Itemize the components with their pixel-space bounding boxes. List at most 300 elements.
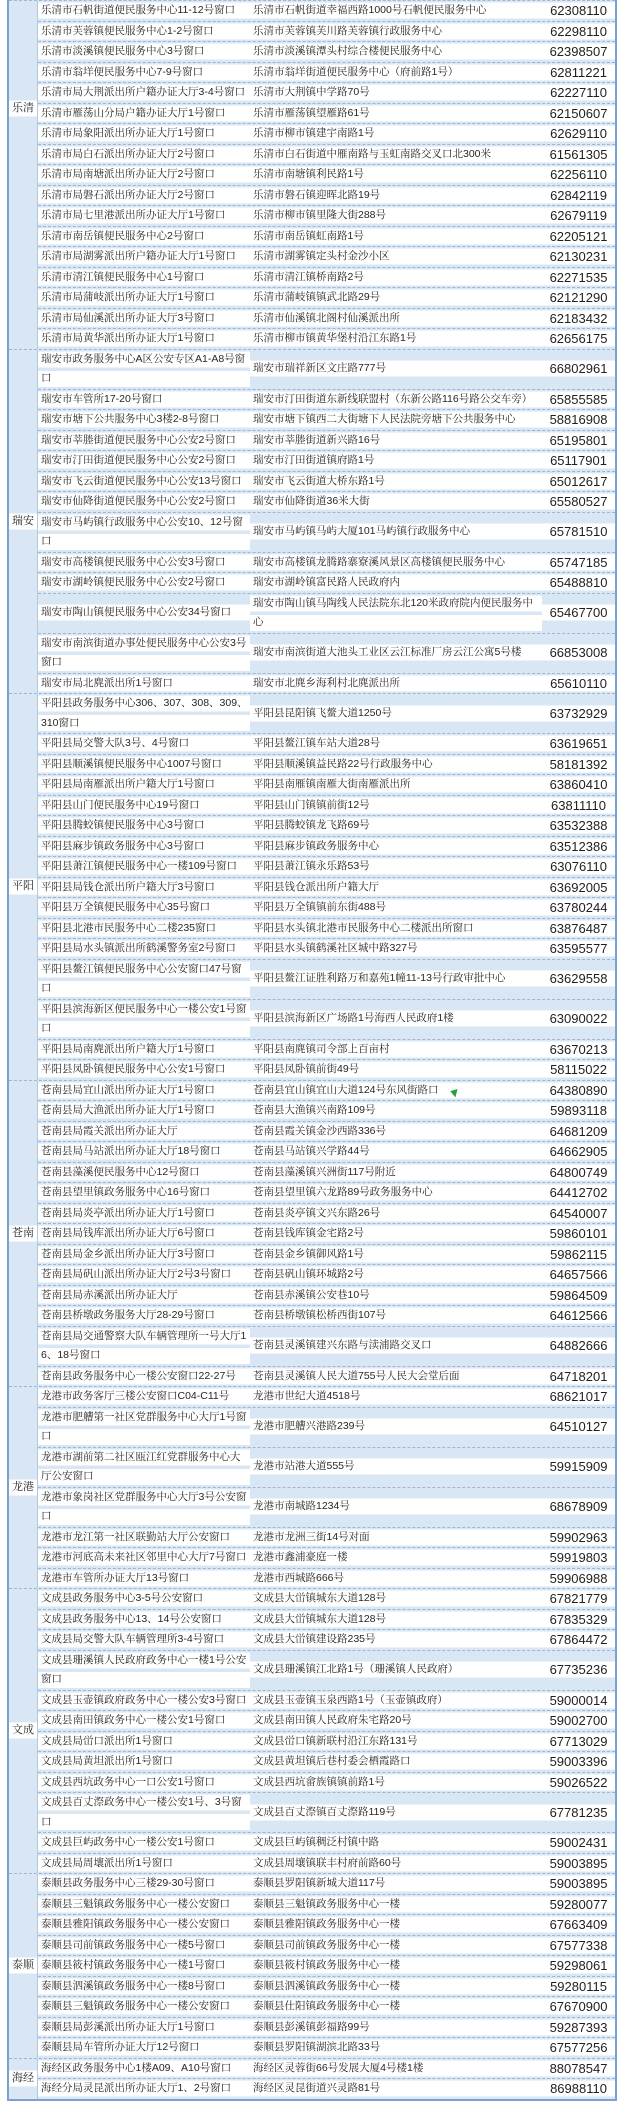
- window-text: 苍南县局大渔派出所办证大厅1号窗口: [38, 1101, 250, 1121]
- window-cell: [38, 1204, 250, 1224]
- phone-cell: [542, 674, 615, 694]
- window-cell: [38, 2018, 250, 2038]
- window-text: 泰顺县三魁镇政务服务中心一楼公安窗口: [38, 1997, 250, 2017]
- address-text: 文成县西坑畲族镇镇前路1号: [250, 1773, 542, 1793]
- phone-text: 65467700: [542, 603, 615, 623]
- window-text: 乐清市局黄华派出所办证大厅1号窗口: [38, 329, 250, 349]
- address-cell: [250, 63, 542, 83]
- address-text: 文成县大峃镇城东大道128号: [250, 1610, 542, 1630]
- phone-cell: [542, 694, 615, 733]
- window-cell: [38, 472, 250, 492]
- table-row: [38, 1547, 615, 1568]
- window-cell: [38, 1265, 250, 1285]
- window-text: 平阳县顺溪镇便民服务中心1007号窗口: [38, 755, 250, 775]
- window-cell: [38, 1306, 250, 1326]
- table-row: [38, 1935, 615, 1956]
- phone-text: 63512386: [542, 837, 615, 857]
- window-text: 文成县局黄坦派出所1号窗口: [38, 1752, 250, 1772]
- window-cell: [38, 309, 250, 329]
- window-cell: [38, 390, 250, 410]
- address-text: 瑞安市马屿镇马屿大厦101马屿镇行政服务中心: [250, 522, 542, 542]
- window-text: 乐清市淡溪镇便民服务中心3号窗口: [38, 42, 250, 62]
- table-row: [38, 1996, 615, 2017]
- window-text: 乐清市局南塘派出所办证大厅2号窗口: [38, 165, 250, 185]
- phone-cell: [542, 1548, 615, 1568]
- region-cell: [9, 2059, 38, 2099]
- phone-cell: [542, 1327, 615, 1366]
- phone-text: 65781510: [542, 522, 615, 542]
- table-row: [38, 1568, 615, 1589]
- address-cell: [250, 83, 542, 103]
- window-cell: [38, 410, 250, 430]
- phone-cell: [542, 1367, 615, 1387]
- window-cell: [38, 1548, 250, 1568]
- window-text: 苍南县局马站派出所办证大厅18号窗口: [38, 1142, 250, 1162]
- window-text: 乐清市局湖雾派出所户籍办证大厅1号窗口: [38, 247, 250, 267]
- table-row: [38, 185, 615, 206]
- phone-text: 59280115: [542, 1977, 615, 1997]
- address-cell: [250, 309, 542, 329]
- window-cell: [38, 694, 250, 733]
- phone-text: 62256110: [542, 165, 615, 185]
- phone-cell: [542, 1773, 615, 1793]
- table-row: [38, 350, 615, 389]
- phone-cell: [542, 634, 615, 673]
- region-cell: [9, 694, 38, 1080]
- table-row: [38, 1690, 615, 1711]
- phone-text: 59026522: [542, 1773, 615, 1793]
- phone-text: 68678909: [542, 1497, 615, 1517]
- window-cell: [38, 878, 250, 898]
- address-cell: [250, 513, 542, 552]
- phone-text: 67577338: [542, 1936, 615, 1956]
- window-text: 龙港市象岗社区党群服务中心大厅3号公安窗口: [38, 1488, 250, 1527]
- window-cell: [38, 104, 250, 124]
- address-cell: [250, 451, 542, 471]
- address-text: 泰顺县筱村镇政务服务中心一楼: [250, 1956, 542, 1976]
- address-cell: [250, 1204, 542, 1224]
- address-text: 苍南县大渔镇兴南路109号: [250, 1101, 542, 1121]
- address-cell: [250, 390, 542, 410]
- region-group: [9, 1386, 615, 1588]
- phone-text: 65488810: [542, 573, 615, 593]
- window-text: 海经分局灵昆派出所办证大厅1、2号窗口: [38, 2079, 250, 2099]
- region-label: 瑞安: [9, 512, 37, 532]
- table-row: [38, 226, 615, 247]
- phone-cell: [542, 1122, 615, 1142]
- window-text: 文成县政务服务中心13、14号公安窗口: [38, 1610, 250, 1630]
- address-cell: [250, 1630, 542, 1650]
- address-text: 平阳县万全镇镇前东街488号: [250, 898, 542, 918]
- phone-text: 62398507: [542, 42, 615, 62]
- window-text: 瑞安市高楼镇便民服务中心公安3号窗口: [38, 553, 250, 573]
- phone-cell: [542, 1915, 615, 1935]
- address-text: 平阳县水头镇鹤溪社区城中路327号: [250, 939, 542, 959]
- region-cell: [9, 1387, 38, 1588]
- region-group: [9, 1588, 615, 1873]
- window-text: 龙港市肥艚第一社区党群服务中心大厅1号窗口: [38, 1408, 250, 1447]
- phone-text: 65855585: [542, 390, 615, 410]
- phone-cell: [542, 22, 615, 42]
- window-cell: [38, 1000, 250, 1039]
- phone-cell: [542, 816, 615, 836]
- window-text: 瑞安市塘下公共服务中心3楼2-8号窗口: [38, 410, 250, 430]
- address-cell: [250, 1101, 542, 1121]
- address-text: 海经区灵蓉街66号发展大厦4号楼1楼: [250, 2059, 542, 2079]
- phone-text: 64412702: [542, 1183, 615, 1203]
- phone-text: 63670213: [542, 1040, 615, 1060]
- window-cell: [38, 186, 250, 206]
- window-text: 乐清市局象阳派出所办证大厅1号窗口: [38, 124, 250, 144]
- address-text: 苍南县藻溪镇兴洲街117号附近: [250, 1163, 542, 1183]
- address-text: 乐清市翁垟街道便民服务中心（府前路1号）: [250, 63, 542, 83]
- window-text: 苍南县局交通警察大队车辆管理所一号大厅16、18号窗口: [38, 1327, 250, 1366]
- window-cell: [38, 513, 250, 552]
- window-cell: [38, 898, 250, 918]
- phone-cell: [542, 837, 615, 857]
- phone-text: 63629558: [542, 969, 615, 989]
- phone-text: 63076110: [542, 857, 615, 877]
- window-text: 平阳县滨海新区便民服务中心一楼公安1号窗口: [38, 1000, 250, 1039]
- phone-text: 63619651: [542, 734, 615, 754]
- window-text: 文成县西坑政务中心一口公安1号窗口: [38, 1773, 250, 1793]
- window-cell: [38, 1122, 250, 1142]
- window-cell: [38, 1245, 250, 1265]
- table-row: [38, 144, 615, 165]
- table-row: [38, 389, 615, 410]
- phone-text: 64681209: [542, 1122, 615, 1142]
- phone-text: 62842119: [542, 186, 615, 206]
- phone-cell: [542, 1589, 615, 1609]
- window-cell: [38, 1040, 250, 1060]
- table-row: [38, 512, 615, 552]
- address-text: 泰顺县罗阳镇新城大道117号: [250, 1874, 542, 1894]
- window-cell: [38, 796, 250, 816]
- phone-cell: [542, 186, 615, 206]
- table-row: [38, 1121, 615, 1142]
- address-cell: [250, 1854, 542, 1874]
- phone-text: 62183432: [542, 309, 615, 329]
- window-cell: [38, 775, 250, 795]
- address-text: 乐清市白石街道中雁南路与玉虹南路交叉口北300米: [250, 145, 542, 165]
- address-cell: [250, 837, 542, 857]
- window-text: 苍南县局赤溪派出所办证大厅: [38, 1286, 250, 1306]
- window-text: 平阳县腾蛟镇便民服务中心3号窗口: [38, 816, 250, 836]
- window-cell: [38, 1528, 250, 1548]
- table-row: [38, 1326, 615, 1366]
- window-cell: [38, 1651, 250, 1690]
- phone-cell: [542, 2038, 615, 2058]
- phone-text: 62679119: [542, 206, 615, 226]
- phone-cell: [542, 755, 615, 775]
- window-text: 苍南县局宜山派出所办证大厅1号窗口: [38, 1081, 250, 1101]
- window-text: 泰顺县局车管所办证大厅12号窗口: [38, 2038, 250, 2058]
- phone-text: 86988110: [542, 2079, 615, 2099]
- phone-cell: [542, 1854, 615, 1874]
- address-cell: [250, 634, 542, 673]
- phone-cell: [542, 1000, 615, 1039]
- address-text: 文成县珊溪镇江北路1号（珊溪镇人民政府）: [250, 1660, 542, 1680]
- phone-text: 63860410: [542, 775, 615, 795]
- address-cell: [250, 206, 542, 226]
- window-cell: [38, 451, 250, 471]
- window-text: 瑞安市湖岭镇便民服务中心公安2号窗口: [38, 573, 250, 593]
- address-text: 苍南县金乡镇御风路1号: [250, 1245, 542, 1265]
- phone-cell: [542, 1408, 615, 1447]
- window-cell: [38, 1448, 250, 1487]
- window-cell: [38, 1997, 250, 2017]
- phone-cell: [542, 83, 615, 103]
- window-text: 泰顺县政务服务中心三楼29-30号窗口: [38, 1874, 250, 1894]
- window-text: 平阳县局南麂派出所户籍大厅1号窗口: [38, 1040, 250, 1060]
- address-text: 平阳县麻步镇政务服务中心: [250, 837, 542, 857]
- window-cell: [38, 1793, 250, 1832]
- table-row: [38, 82, 615, 103]
- address-cell: [250, 2059, 542, 2079]
- phone-text: 62121290: [542, 288, 615, 308]
- window-cell: [38, 1630, 250, 1650]
- address-cell: [250, 1122, 542, 1142]
- window-text: 文成县局峃口派出所1号窗口: [38, 1732, 250, 1752]
- window-cell: [38, 1101, 250, 1121]
- window-cell: [38, 1691, 250, 1711]
- phone-cell: [542, 1448, 615, 1487]
- phone-text: 65195801: [542, 431, 615, 451]
- address-text: 泰顺县罗阳镇湖滨北路33号: [250, 2038, 542, 2058]
- window-cell: [38, 1752, 250, 1772]
- address-text: 苍南县矾山镇环城路2号: [250, 1265, 542, 1285]
- address-cell: [250, 1569, 542, 1589]
- address-cell: [250, 1732, 542, 1752]
- window-text: 乐清市芙蓉镇便民服务中心1-2号窗口: [38, 22, 250, 42]
- phone-cell: [542, 104, 615, 124]
- window-text: 龙港市龙江第一社区联勤站大厅公安窗口: [38, 1528, 250, 1548]
- table-row: [38, 409, 615, 430]
- window-text: 乐清市局大荆派出所户籍办证大厅3-4号窗口: [38, 83, 250, 103]
- window-text: 瑞安市局北麂派出所1号窗口: [38, 674, 250, 694]
- phone-text: 67821779: [542, 1589, 615, 1609]
- address-text: 平阳县钱仓派出所户籍大厅: [250, 878, 542, 898]
- window-text: 泰顺县泗溪镇政务服务中心一楼8号窗口: [38, 1977, 250, 1997]
- phone-text: 67663409: [542, 1915, 615, 1935]
- address-cell: [250, 1040, 542, 1060]
- phone-cell: [542, 1793, 615, 1832]
- phone-text: 64510127: [542, 1417, 615, 1437]
- address-cell: [250, 553, 542, 573]
- region-group: [9, 1080, 615, 1387]
- window-cell: [38, 1183, 250, 1203]
- phone-text: 59000014: [542, 1691, 615, 1711]
- phone-text: 63811110: [542, 796, 615, 816]
- window-cell: [38, 594, 250, 633]
- phone-text: 59002431: [542, 1833, 615, 1853]
- table-row: [38, 308, 615, 329]
- address-cell: [250, 492, 542, 512]
- window-text: 平阳县凤卧镇便民服务中心公安1号窗口: [38, 1060, 250, 1080]
- address-cell: [250, 1327, 542, 1366]
- region-label: 平阳: [9, 877, 37, 897]
- window-cell: [38, 573, 250, 593]
- window-cell: [38, 2038, 250, 2058]
- phone-cell: [542, 2018, 615, 2038]
- phone-text: 61561305: [542, 145, 615, 165]
- address-text: 文成县巨屿镇稠泛村镇中路: [250, 1833, 542, 1853]
- address-text: 瑞安市南滨街道大池头工业区云江标准厂房云江公寓5号楼: [250, 643, 542, 663]
- address-text: 泰顺县彭溪镇彭福路99号: [250, 2018, 542, 2038]
- window-text: 平阳县政务服务中心306、307、308、309、310窗口: [38, 694, 250, 733]
- address-cell: [250, 1245, 542, 1265]
- window-cell: [38, 124, 250, 144]
- phone-text: 58816908: [542, 410, 615, 430]
- address-cell: [250, 1265, 542, 1285]
- address-text: 龙港市肥艚兴港路239号: [250, 1417, 542, 1437]
- table-row: [38, 1407, 615, 1447]
- window-text: 苍南县藻溪便民服务中心12号窗口: [38, 1163, 250, 1183]
- address-cell: [250, 1610, 542, 1630]
- table-row: [38, 491, 615, 512]
- window-cell: [38, 22, 250, 42]
- address-cell: [250, 1060, 542, 1080]
- window-cell: [38, 492, 250, 512]
- table-row: [38, 246, 615, 267]
- window-cell: [38, 2059, 250, 2079]
- phone-text: 88078547: [542, 2059, 615, 2079]
- window-text: 文成县珊溪镇人民政府政务中心一楼1号公安窗口: [38, 1651, 250, 1690]
- phone-text: 59893118: [542, 1101, 615, 1121]
- address-cell: [250, 1833, 542, 1853]
- window-cell: [38, 1833, 250, 1853]
- phone-text: 59287393: [542, 2018, 615, 2038]
- phone-text: 59915909: [542, 1457, 615, 1477]
- phone-text: 63090022: [542, 1009, 615, 1029]
- phone-cell: [542, 1488, 615, 1527]
- phone-cell: [542, 553, 615, 573]
- window-cell: [38, 63, 250, 83]
- region-label: 乐清: [9, 99, 37, 119]
- phone-text: 65747185: [542, 553, 615, 573]
- phone-text: 59003895: [542, 1854, 615, 1874]
- window-cell: [38, 553, 250, 573]
- address-text: 文成县南田镇人民政府朱宅路20号: [250, 1711, 542, 1731]
- address-text: 苍南县望里镇六龙路89号政务服务中心: [250, 1183, 542, 1203]
- phone-cell: [542, 573, 615, 593]
- table-row: [38, 552, 615, 573]
- table-row: [38, 999, 615, 1039]
- address-text: 瑞安市塘下镇西二大街塘下人民法院旁塘下公共服务中心: [250, 410, 542, 430]
- table-row: [38, 673, 615, 694]
- window-text: 苍南县局矾山派出所办证大厅2号3号窗口: [38, 1265, 250, 1285]
- address-cell: [250, 2079, 542, 2099]
- window-cell: [38, 1874, 250, 1894]
- phone-cell: [542, 1895, 615, 1915]
- window-cell: [38, 1915, 250, 1935]
- address-cell: [250, 857, 542, 877]
- address-cell: [250, 1286, 542, 1306]
- window-text: 乐清市南岳镇便民服务中心2号窗口: [38, 227, 250, 247]
- window-cell: [38, 247, 250, 267]
- phone-text: 59003396: [542, 1752, 615, 1772]
- phone-cell: [542, 1651, 615, 1690]
- phone-cell: [542, 1142, 615, 1162]
- phone-cell: [542, 1691, 615, 1711]
- table-row: [38, 1976, 615, 1997]
- address-cell: [250, 594, 542, 633]
- region-cell: [9, 1, 38, 349]
- address-text: 苍南县马站镇兴学路44号: [250, 1142, 542, 1162]
- address-cell: [250, 104, 542, 124]
- table-row: [38, 633, 615, 673]
- table-row: [38, 1305, 615, 1326]
- table-row: [38, 1650, 615, 1690]
- table-row: [38, 1731, 615, 1752]
- phone-text: 62308110: [542, 1, 615, 21]
- phone-text: 68621017: [542, 1387, 615, 1407]
- address-text: 乐清市柳市镇里隆大街288号: [250, 206, 542, 226]
- phone-cell: [542, 492, 615, 512]
- address-text: 苍南县钱库镇金宅路2号: [250, 1224, 542, 1244]
- window-cell: [38, 939, 250, 959]
- address-cell: [250, 431, 542, 451]
- table-row: [38, 287, 615, 308]
- region-cell: [9, 350, 38, 694]
- address-text: 泰顺县雅阳镇政务服务中心一楼: [250, 1915, 542, 1935]
- address-text: 乐清市清江镇桥南路2号: [250, 268, 542, 288]
- window-cell: [38, 83, 250, 103]
- phone-cell: [542, 734, 615, 754]
- phone-cell: [542, 472, 615, 492]
- window-text: 平阳县鳌江镇便民服务中心公安窗口47号窗口: [38, 960, 250, 999]
- address-text: 瑞安市汀田街道镇府路1号: [250, 451, 542, 471]
- window-text: 苍南县局金乡派出所办证大厅3号窗口: [38, 1245, 250, 1265]
- phone-text: 59862115: [542, 1245, 615, 1265]
- address-text: 泰顺县三魁镇政务服务中心一楼: [250, 1895, 542, 1915]
- table-row: [38, 2037, 615, 2058]
- table-row: [38, 2059, 615, 2079]
- table-row: [38, 1589, 615, 1609]
- phone-cell: [542, 227, 615, 247]
- address-text: 瑞安市高楼镇龙腾路寨寮溪风景区高楼镇便民服务中心: [250, 553, 542, 573]
- address-text: 平阳县昆阳镇飞鳌大道1250号: [250, 704, 542, 724]
- phone-cell: [542, 1245, 615, 1265]
- phone-text: 64612566: [542, 1306, 615, 1326]
- table-row: [38, 795, 615, 816]
- phone-text: 64718201: [542, 1367, 615, 1387]
- address-text: 平阳县鳌江镇车站大道28号: [250, 734, 542, 754]
- phone-text: 66802961: [542, 359, 615, 379]
- region-group: [9, 349, 615, 694]
- phone-cell: [542, 594, 615, 633]
- phone-text: 67577256: [542, 2038, 615, 2058]
- table-row: [38, 1832, 615, 1853]
- phone-cell: [542, 939, 615, 959]
- window-text: 乐清市翁垟便民服务中心7-9号窗口: [38, 63, 250, 83]
- address-cell: [250, 2018, 542, 2038]
- phone-cell: [542, 1, 615, 21]
- phone-text: 64540007: [542, 1204, 615, 1224]
- phone-cell: [542, 124, 615, 144]
- phone-cell: [542, 42, 615, 62]
- phone-text: 63732929: [542, 704, 615, 724]
- address-cell: [250, 919, 542, 939]
- window-text: 瑞安市陶山镇便民服务中心公安34号窗口: [38, 603, 250, 623]
- phone-cell: [542, 247, 615, 267]
- window-text: 苍南县局炎亭派出所办证大厅1号窗口: [38, 1204, 250, 1224]
- window-text: 龙港市湖前第二社区瓯江红党群服务中心大厅公安窗口: [38, 1448, 250, 1487]
- address-cell: [250, 939, 542, 959]
- table-row: [38, 815, 615, 836]
- table-row: [38, 1223, 615, 1244]
- table-row: [38, 694, 615, 733]
